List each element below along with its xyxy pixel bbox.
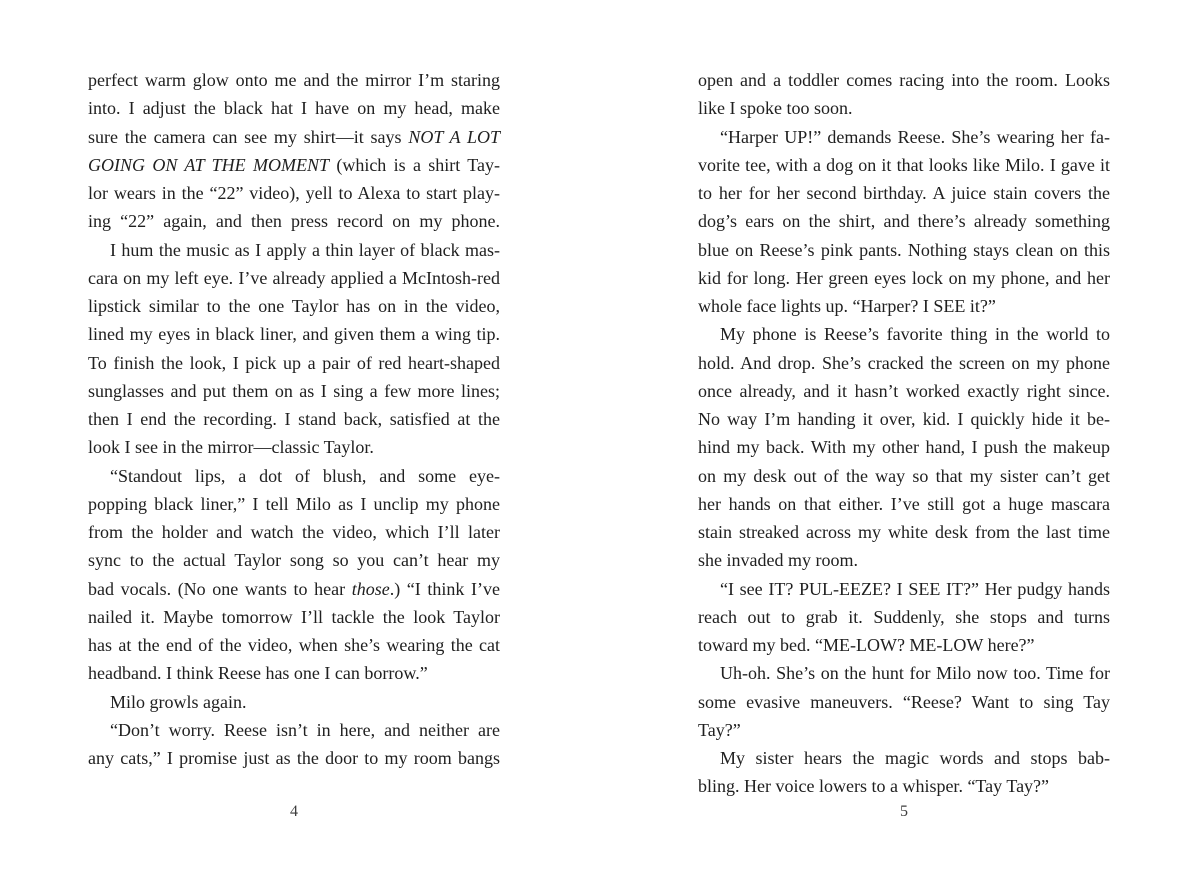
text-line: hind my back. With my other hand, I push the makeup bbox=[698, 437, 1110, 458]
text-line: toward my bed. “ME-LOW? ME-LOW here?” bbox=[698, 635, 1035, 655]
text-line: No way I’m handing it over, kid. I quickly hide it be- bbox=[698, 409, 1110, 429]
text-line: sunglasses and put them on as I sing a few more lines; bbox=[88, 380, 500, 401]
page-left-text-column bbox=[88, 66, 500, 772]
text-line: has at the end of the video, when she’s wearing the cat bbox=[88, 635, 500, 655]
text-line: nailed it. Maybe tomorrow I’ll tackle the look Taylor bbox=[88, 606, 500, 627]
text-line: kid for long. Her green eyes lock on my phone, and her bbox=[698, 267, 1110, 288]
text-line: any cats,” I promise just as the door to my room bangs bbox=[88, 748, 500, 768]
text-line: My sister hears the magic words and stops bab- bbox=[720, 748, 1110, 768]
text-line: like I spoke too soon. bbox=[698, 98, 853, 119]
text-line: lipstick similar to the one Taylor has on in the video, bbox=[88, 296, 500, 316]
text-line: from the holder and watch the video, which I’ll later bbox=[88, 522, 500, 542]
text-line: dog’s ears on the shirt, and there’s already something bbox=[698, 211, 1110, 232]
text-line: blue on Reese’s pink pants. Nothing stays clean on this bbox=[698, 239, 1110, 260]
text-line: once already, and it hasn’t worked exactly right since. bbox=[698, 380, 1110, 401]
text-line: hold. And drop. She’s cracked the screen on my phone bbox=[698, 352, 1110, 373]
text-line: bling. Her voice lowers to a whisper. “Tay Tay?” bbox=[698, 776, 1050, 797]
text-line: ing “22” again, and then press record on my phone. bbox=[88, 211, 500, 232]
text-line: lined my eyes in black liner, and given them a wing tip. bbox=[88, 324, 500, 345]
text-line: lor wears in the “22” video), yell to Alexa to start play- bbox=[88, 183, 500, 203]
text-line: Uh-oh. She’s on the hunt for Milo now too. Time for bbox=[720, 663, 1110, 684]
text-line: bad vocals. (No one wants to hear those.) “I think I’ve bbox=[88, 578, 500, 599]
text-line: to her for her second birthday. A juice stain covers the bbox=[698, 183, 1110, 203]
page-right-text-column bbox=[698, 66, 1110, 801]
text-line: popping black liner,” I tell Milo as I unclip my phone bbox=[88, 493, 500, 514]
text-line: open and a toddler comes racing into the room. Looks bbox=[698, 70, 1110, 90]
page-number-right: 5 bbox=[900, 803, 908, 820]
text-line: some evasive maneuvers. “Reese? Want to sing Tay Tay?” bbox=[698, 691, 1110, 740]
text-line: Milo growls again. bbox=[110, 691, 247, 712]
text-line: sure the camera can see my shirt—it says NOT A LOT bbox=[88, 126, 500, 147]
text-line: sync to the actual Taylor song so you can’t hear my bbox=[88, 550, 500, 571]
text-line: stain streaked across my white desk from the last time bbox=[698, 522, 1110, 542]
text-line: I hum the music as I apply a thin layer of black mas- bbox=[110, 239, 500, 260]
text-line: perfect warm glow onto me and the mirror I’m staring bbox=[88, 70, 500, 90]
text-line: headband. I think Reese has one I can borrow.” bbox=[88, 663, 428, 684]
text-line: on my desk out of the way so that my sister can’t get bbox=[698, 465, 1110, 486]
text-line: cara on my left eye. I’ve already applied a McIntosh-red bbox=[88, 267, 500, 288]
text-line: she invaded my room. bbox=[698, 550, 858, 571]
text-line: her hands on that either. I’ve still got a huge mascara bbox=[698, 493, 1110, 514]
text-line: whole face lights up. “Harper? I SEE it?” bbox=[698, 296, 996, 316]
text-line: look I see in the mirror—classic Taylor. bbox=[88, 437, 374, 458]
text-line: “Don’t worry. Reese isn’t in here, and neither are bbox=[110, 719, 500, 740]
text-line: To finish the look, I pick up a pair of red heart-shaped bbox=[88, 352, 500, 373]
text-line: “I see IT? PUL-EEZE? I SEE IT?” Her pudgy hands bbox=[720, 578, 1110, 599]
text-line: GOING ON AT THE MOMENT (which is a shirt Tay- bbox=[88, 154, 500, 175]
page-number-left: 4 bbox=[290, 803, 298, 820]
text-line: reach out to grab it. Suddenly, she stops and turns bbox=[698, 606, 1110, 627]
text-line: “Harper UP!” demands Reese. She’s wearing her fa- bbox=[720, 126, 1110, 147]
text-line: My phone is Reese’s favorite thing in the world to bbox=[720, 324, 1110, 345]
text-line: then I end the recording. I stand back, satisfied at the bbox=[88, 409, 500, 429]
text-line: “Standout lips, a dot of blush, and some eye- bbox=[110, 465, 500, 486]
text-line: vorite tee, with a dog on it that looks like Milo. I gave it bbox=[698, 154, 1110, 175]
text-line: into. I adjust the black hat I have on my head, make bbox=[88, 98, 500, 119]
